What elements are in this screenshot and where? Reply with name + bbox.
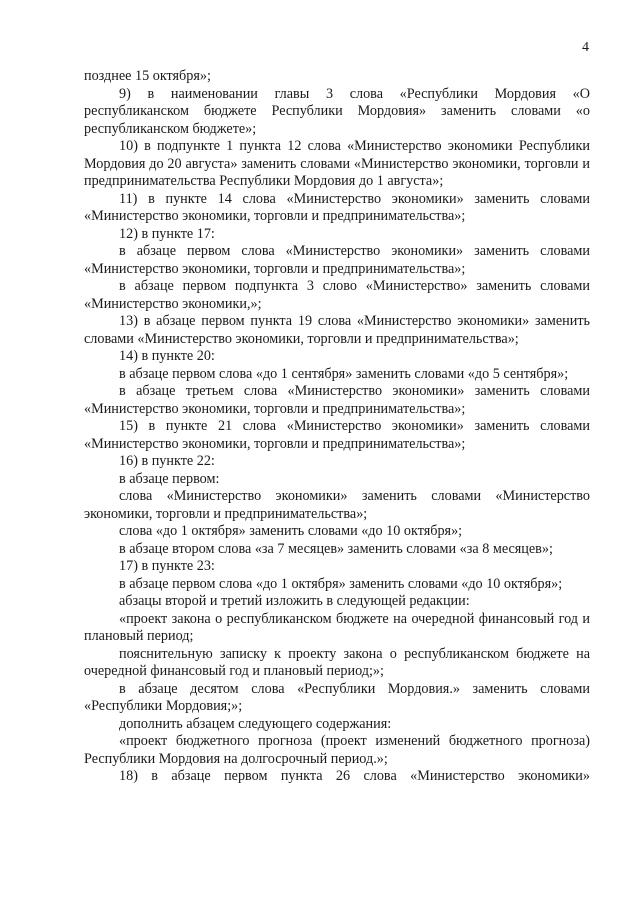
page-number: 4 <box>582 40 589 55</box>
paragraph: слова «Министерство экономики» заменить словами «Министерство экономики, торговли и предпринимательства»; <box>84 488 590 522</box>
paragraph: 13) в абзаце первом пункта 19 слова «Министерство экономики» заменить словами «Министерство экономики, торговли и предпринимательства»; <box>84 313 590 347</box>
paragraph: «проект закона о республиканском бюджете на очередной финансовый год и плановый период; <box>84 610 590 644</box>
paragraph: пояснительную записку к проекту закона о республиканском бюджете на очередной финансовый год и плановый период;»; <box>84 645 590 679</box>
paragraph: в абзаце втором слова «за 7 месяцев» заменить словами «за 8 месяцев»; <box>119 540 553 557</box>
paragraph: дополнить абзацем следующего содержания: <box>119 715 392 732</box>
paragraph: 9) в наименовании главы 3 слова «Республики Мордовия «О республиканском бюджете Республики Мордовия» заменить словами «о республиканском бюджете»; <box>84 85 590 137</box>
paragraph: 12) в пункте 17: <box>119 225 215 242</box>
paragraph: слова «до 1 октября» заменить словами «до 10 октября»; <box>119 523 463 539</box>
paragraph: 11) в пункте 14 слова «Министерство экономики» заменить словами «Министерство экономики, торговли и предпринимательства»; <box>84 190 590 224</box>
paragraph: 16) в пункте 22: <box>119 453 215 469</box>
paragraph: в абзаце первом: <box>119 470 220 487</box>
paragraph: 17) в пункте 23: <box>119 558 215 574</box>
paragraph: 14) в пункте 20: <box>119 348 215 364</box>
paragraph: позднее 15 октября»; <box>84 68 211 84</box>
paragraph: в абзаце десятом слова «Республики Мордовия.» заменить словами «Республики Мордовия;»; <box>84 680 590 714</box>
paragraph: в абзаце третьем слова «Министерство экономики» заменить словами «Министерство экономики, торговли и предпринимательства»; <box>84 383 590 417</box>
paragraph: 18) в абзаце первом пункта 26 слова «Министерство экономики» <box>119 768 590 784</box>
paragraph: 10) в подпункте 1 пункта 12 слова «Министерство экономики Республики Мордовия до 20 августа» заменить словами «Министерство экономики, торговли и предпринимательства Республики Мордовия до 1 августа»; <box>84 138 590 189</box>
paragraph: абзацы второй и третий изложить в следующей редакции: <box>119 593 470 609</box>
paragraph: 15) в пункте 21 слова «Министерство экономики» заменить словами «Министерство экономики, торговли и предпринимательства»; <box>84 418 590 452</box>
paragraph: в абзаце первом подпункта 3 слово «Министерство» заменить словами «Министерство экономики,»; <box>84 278 590 312</box>
paragraph: «проект бюджетного прогноза (проект изменений бюджетного прогноза) Республики Мордовия на долгосрочный период.»; <box>84 733 590 767</box>
paragraph: в абзаце первом слова «до 1 сентября» заменить словами «до 5 сентября»; <box>119 365 569 382</box>
document-body <box>84 68 590 786</box>
paragraph: в абзаце первом слова «до 1 октября» заменить словами «до 10 октября»; <box>119 575 563 592</box>
paragraph: в абзаце первом слова «Министерство экономики» заменить словами «Министерство экономики, торговли и предпринимательства»; <box>84 243 590 277</box>
